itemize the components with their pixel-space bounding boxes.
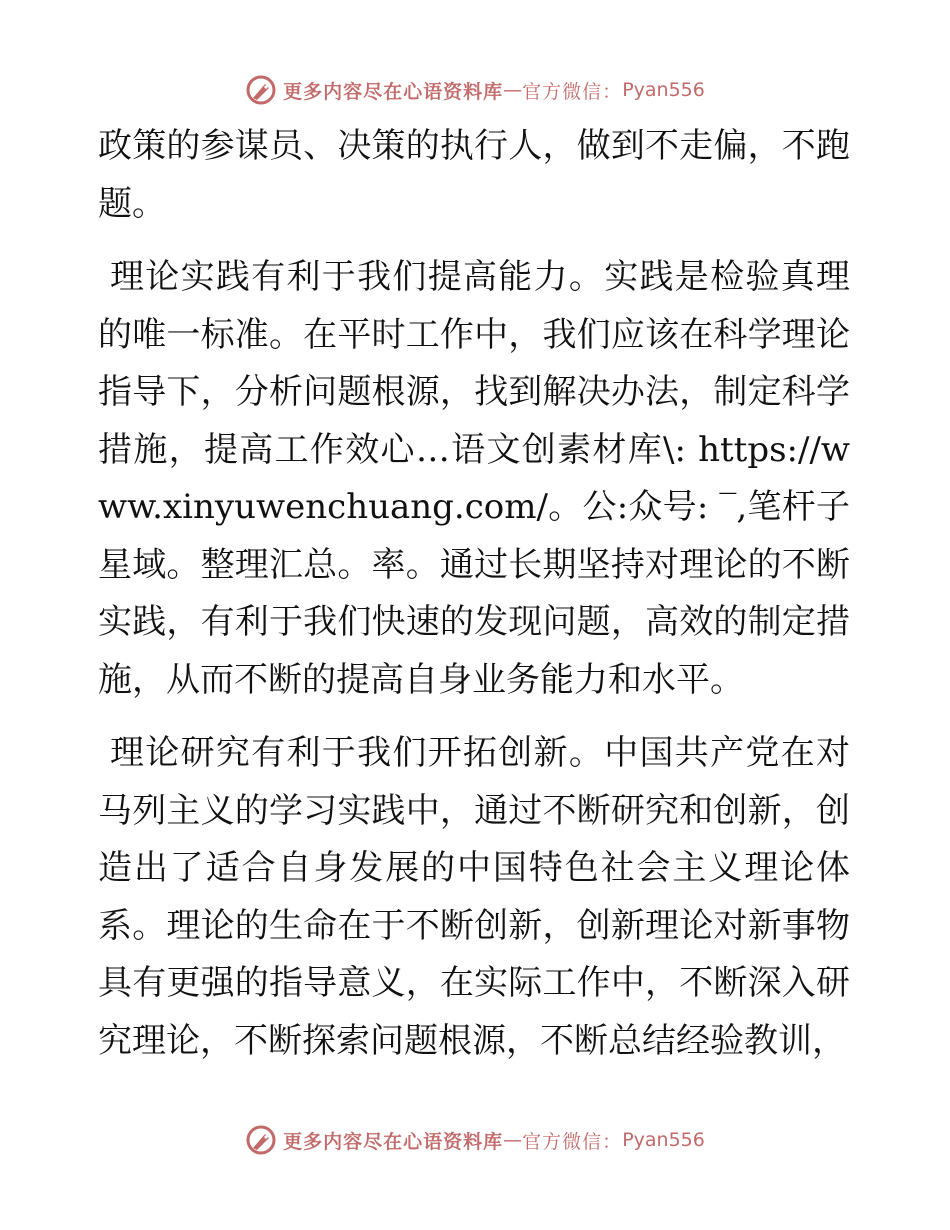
footer-dash: — (503, 1129, 523, 1151)
pen-nib-icon (245, 74, 277, 106)
document-body (98, 118, 850, 1086)
header-wechat-label: 官方微信： (522, 80, 623, 103)
footer-brand: 更多内容尽在心语资料库 (283, 1130, 504, 1153)
header-banner (0, 70, 950, 110)
footer-banner (0, 1120, 950, 1160)
footer-wechat-label: 官方微信： (522, 1130, 623, 1153)
paragraph: 理论实践有利于我们提高能力。实践是检验真理的唯一标准。在平时工作中，我们应该在科学理论指导下，分析问题根源，找到解决办法，制定科学措施，提高工作效心…语文创素材库\: https://www.xinyuwenchuang.com/。公:众号: ‾,笔杆子星域。整理汇总。率。通过长期坚持对理论的不断实践，有利于我们快速的发现问题，高效的制定措施，从而不断的提高自身业务能力和水平。 (98, 257, 850, 700)
pen-nib-icon (245, 1124, 277, 1156)
header-dash: — (503, 79, 523, 101)
header-wechat-id: Pyan556 (622, 79, 705, 101)
footer-wechat-id: Pyan556 (622, 1129, 705, 1151)
paragraph: 政策的参谋员、决策的执行人，做到不走偏，不跑题。 (98, 126, 850, 224)
header-brand: 更多内容尽在心语资料库 (283, 80, 504, 103)
paragraph: 理论研究有利于我们开拓创新。中国共产党在对马列主义的学习实践中，通过不断研究和创新，创造出了适合自身发展的中国特色社会主义理论体系。理论的生命在于不断创新，创新理论对新事物具有更强的指导意义，在实际工作中，不断深入研究理论，不断探索问题根源，不断总结经验教训， (98, 733, 850, 1061)
